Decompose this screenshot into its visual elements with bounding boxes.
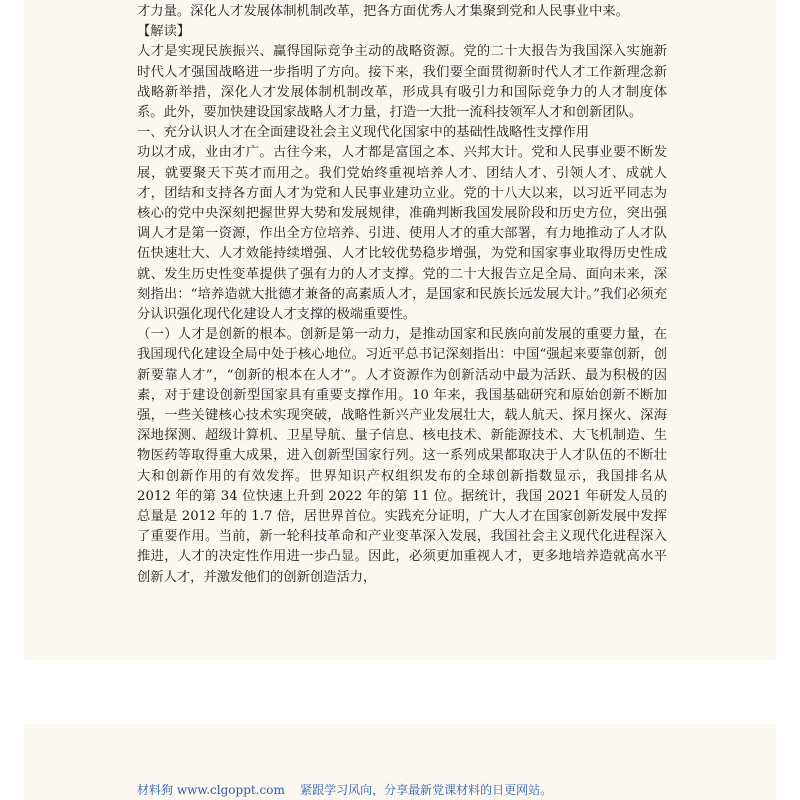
paragraph-section-one: 功以才成，业由才广。古往今来，人才都是富国之本、兴邦大计。党和人民事业要不断发展，就要聚天下英才而用之。我们党始终重视培养人才、团结人才、引领人才、成就人才，团结和支持各方面人才为党和人民事业建功立业。党的十八大以来，以习近平同志为核心的党中央深刻把握世界大势和发展规律，准确判断我国发展阶段和历史方位，突出强调人才是第一资源，作出全方位培养、引进、使用人才的重大部署，有力地推动了人才队伍快速壮大、人才效能持续增强、人才比较优势稳步增强，为党和国家事业取得历史性成就、发生历史性变革提供了强有力的人才支撑。党的二十大报告立足全局、面向未来，深刻指出：“培养造就大批德才兼备的高素质人才，是国家和民族长远发展大计。”我们必须充分认识强化现代化建设人才支撑的极端重要性。 xyxy=(137,145,667,323)
footer-site-name: 材料狗 xyxy=(137,783,174,797)
paragraph-continuation: 才力量。深化人才发展体制机制改革，把各方面优秀人才集聚到党和人民事业中来。 xyxy=(137,4,629,19)
paragraph-intro: 人才是实现民族振兴、赢得国际竞争主动的战略资源。党的二十大报告为我国深入实施新时代人才强国战略进一步指明了方向。接下来，我们要全面贯彻新时代人才工作新理念新战略新举措，深化人才发展体制机制改革，形成具有吸引力和国际竞争力的人才制度体系。此外，要加快建设国家战略人才力量，打造一大批一流科技领军人才和创新团队。 xyxy=(137,44,667,121)
document-body xyxy=(137,2,667,588)
footer-site-link[interactable]: www.clgoppt.com xyxy=(176,783,285,797)
footer-slogan: 紧跟学习风向，分享最新党课材料的日更网站。 xyxy=(300,783,553,797)
section-heading: 一、充分认识人才在全面建设社会主义现代化国家中的基础性战略性支撑作用 xyxy=(137,125,590,141)
footer xyxy=(137,781,552,798)
paragraph-subsection-one: （一）人才是创新的根本。创新是第一动力，是推动国家和民族向前发展的重要力量，在我国现代化建设全局中处于核心地位。习近平总书记深刻指出：中国“强起来要靠创新，创新要靠人才”，“创新的根本在人才”。人才资源作为创新活动中最为活跃、最为积极的因素，对于建设创新型国家具有重要支撑作用。10 年来，我国基础研究和原始创新不断加强，一些关键核心技术实现突破，战略性新兴产业发展壮大，载人航天、探月探火、深海深地探测、超级计算机、卫星导航、量子信息、核电技术、新能源技术、大飞机制造、生物医药等取得重大成果，进入创新型国家行列。这一系列成果都取决于人才队伍的不断壮大和创新作用的有效发挥。世界知识产权组织发布的全球创新指数显示，我国排名从 2012 年的第 34 位快速上升到 2022 年的第 11 位。据统计，我国 2021 年研发人员的总量是 2012 年的 1.7 倍，居世界首位。实践充分证明，广大人才在国家创新发展中发挥了重要作用。当前，新一轮科技革命和产业变革深入发展，我国社会主义现代化进程深入推进，人才的决定性作用进一步凸显。因此，必须更加重视人才，更多地培养造就高水平创新人才，并激发他们的创新创造活力， xyxy=(137,327,667,585)
interpretation-heading: 【解读】 xyxy=(137,24,191,40)
